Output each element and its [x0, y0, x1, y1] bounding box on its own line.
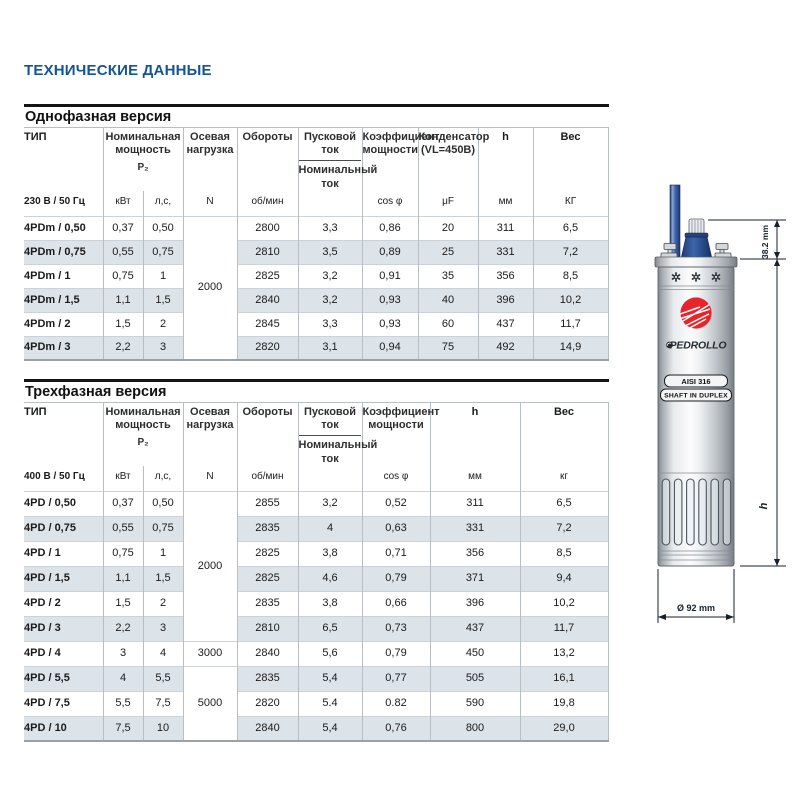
- value-cell: 0,79: [362, 566, 430, 591]
- value-cell: 3,3: [298, 216, 362, 240]
- value-cell: 35: [418, 264, 478, 288]
- value-cell: 1,1: [103, 288, 143, 312]
- value-cell: 3,8: [298, 541, 362, 566]
- type-cell: 4PDm / 1,5: [24, 288, 103, 312]
- column-header: Вес: [520, 403, 608, 466]
- column-header: Осевая нагрузка: [183, 403, 237, 466]
- value-cell: 5.4: [298, 691, 362, 716]
- value-cell: 356: [430, 541, 520, 566]
- section-title-single-phase: Однофазная версия: [24, 104, 609, 127]
- table-row: [24, 288, 608, 312]
- value-cell: 2835: [237, 591, 298, 616]
- value-cell: 0.82: [362, 691, 430, 716]
- value-cell: 4: [298, 516, 362, 541]
- table-row: [24, 264, 608, 288]
- value-cell: 2820: [237, 336, 298, 360]
- value-cell: 3,2: [298, 288, 362, 312]
- value-cell: 2840: [237, 716, 298, 741]
- value-cell: 437: [478, 312, 533, 336]
- column-header: Коэффициент мощности: [362, 403, 430, 466]
- voltage-label: 400 В / 50 Гц: [24, 471, 85, 483]
- unit-label: [298, 191, 362, 217]
- value-cell: 2,2: [103, 616, 143, 641]
- table-row: [24, 641, 608, 666]
- motor-drawing: [616, 183, 800, 641]
- value-cell: 3,2: [298, 264, 362, 288]
- value-cell: 11,7: [533, 312, 608, 336]
- three-phase-spec-table: [24, 402, 609, 742]
- table-row: [24, 216, 608, 240]
- value-cell: 60: [418, 312, 478, 336]
- value-cell: 2: [143, 591, 183, 616]
- type-cell: 4PD / 10: [24, 716, 103, 741]
- value-cell: 2825: [237, 264, 298, 288]
- value-cell: 20: [418, 216, 478, 240]
- value-cell: 5,5: [143, 666, 183, 691]
- value-cell: 0,75: [103, 264, 143, 288]
- unit-label: л,с,: [143, 191, 183, 217]
- value-cell: 0,50: [143, 216, 183, 240]
- column-header: Обороты: [237, 403, 298, 466]
- aisi-badge-text: AISI 316: [681, 376, 711, 386]
- unit-label: мм: [478, 191, 533, 217]
- axial-load-cell: 5000: [183, 666, 237, 741]
- value-cell: 3,2: [298, 491, 362, 516]
- value-cell: 0,73: [362, 616, 430, 641]
- value-cell: 590: [430, 691, 520, 716]
- unit-label: об/мин: [237, 466, 298, 492]
- value-cell: 3,8: [298, 591, 362, 616]
- shaft-cone: [681, 233, 712, 259]
- section-title-three-phase: Трехфазная версия: [24, 379, 609, 402]
- shaft-duplex-badge: [661, 389, 732, 401]
- unit-label: мм: [430, 466, 520, 492]
- value-cell: 800: [430, 716, 520, 741]
- value-cell: 505: [430, 666, 520, 691]
- table-row: [24, 491, 608, 516]
- column-header: Коэффициент мощности: [362, 128, 418, 191]
- brand-text: PEDROLLO: [669, 339, 727, 352]
- unit-label: кг: [520, 466, 608, 492]
- value-cell: 3: [103, 641, 143, 666]
- dim-diameter: [658, 569, 734, 623]
- value-cell: 7,2: [533, 240, 608, 264]
- value-cell: 311: [478, 216, 533, 240]
- table-row: [24, 666, 608, 691]
- three-phase-table: [24, 379, 609, 742]
- value-cell: 311: [430, 491, 520, 516]
- value-cell: 3: [143, 336, 183, 360]
- value-cell: 331: [430, 516, 520, 541]
- value-cell: 2835: [237, 666, 298, 691]
- value-cell: 3,3: [298, 312, 362, 336]
- value-cell: 5,4: [298, 716, 362, 741]
- power-column-header: Номинальная мощность P₂: [103, 403, 183, 466]
- value-cell: 3,1: [298, 336, 362, 360]
- value-cell: 2835: [237, 516, 298, 541]
- value-cell: 25: [418, 240, 478, 264]
- value-cell: 29,0: [520, 716, 608, 741]
- motor-figure: [616, 183, 800, 641]
- value-cell: 1,5: [143, 288, 183, 312]
- value-cell: 1,5: [103, 312, 143, 336]
- value-cell: 0,55: [103, 516, 143, 541]
- unit-label: л,с,: [143, 466, 183, 492]
- type-cell: 4PD / 7,5: [24, 691, 103, 716]
- value-cell: 9,4: [520, 566, 608, 591]
- value-cell: 0,94: [362, 336, 418, 360]
- value-cell: 10: [143, 716, 183, 741]
- unit-label: N: [183, 191, 237, 217]
- value-cell: 0,71: [362, 541, 430, 566]
- unit-label: кВт: [103, 191, 143, 217]
- value-cell: 331: [478, 240, 533, 264]
- value-cell: 4: [103, 666, 143, 691]
- table-row: [24, 716, 608, 741]
- value-cell: 10,2: [520, 591, 608, 616]
- value-cell: 0,50: [143, 491, 183, 516]
- value-cell: 5,4: [298, 666, 362, 691]
- dim-diameter-label: Ø 92 mm: [676, 603, 716, 613]
- column-header: Обороты: [237, 128, 298, 191]
- value-cell: 2810: [237, 616, 298, 641]
- value-cell: 1,5: [103, 591, 143, 616]
- value-cell: 0,93: [362, 288, 418, 312]
- value-cell: 437: [430, 616, 520, 641]
- type-cell: 4PD / 0,75: [24, 516, 103, 541]
- unit-label: КГ: [533, 191, 608, 217]
- value-cell: 0,93: [362, 312, 418, 336]
- value-cell: 19,8: [520, 691, 608, 716]
- value-cell: 0,63: [362, 516, 430, 541]
- value-cell: 2800: [237, 216, 298, 240]
- column-header: Пусковой ток Номинальный ток: [298, 403, 362, 466]
- value-cell: 2820: [237, 691, 298, 716]
- type-cell: 4PDm / 1: [24, 264, 103, 288]
- axial-load-cell: 3000: [183, 641, 237, 666]
- value-cell: 11,7: [520, 616, 608, 641]
- value-cell: 0,75: [143, 516, 183, 541]
- unit-label: [298, 466, 362, 492]
- type-cell: 4PDm / 0,50: [24, 216, 103, 240]
- type-cell: 4PDm / 2: [24, 312, 103, 336]
- dim-h-label: h: [758, 502, 770, 510]
- value-cell: 3: [143, 616, 183, 641]
- table-row: [24, 336, 608, 360]
- value-cell: 4,6: [298, 566, 362, 591]
- brand-wordmark: [666, 340, 726, 352]
- value-cell: 6,5: [533, 216, 608, 240]
- value-cell: 0,55: [103, 240, 143, 264]
- value-cell: 2,2: [103, 336, 143, 360]
- unit-label: кВт: [103, 466, 143, 492]
- value-cell: 40: [418, 288, 478, 312]
- value-cell: 1: [143, 541, 183, 566]
- value-cell: 2845: [237, 312, 298, 336]
- power-column-header: Номинальная мощность P₂: [103, 128, 183, 191]
- value-cell: 1: [143, 264, 183, 288]
- unit-label: μF: [418, 191, 478, 217]
- value-cell: 2825: [237, 566, 298, 591]
- column-header: Осевая нагрузка: [183, 128, 237, 191]
- value-cell: 6,5: [298, 616, 362, 641]
- single-phase-spec-table: [24, 127, 609, 361]
- value-cell: 0,52: [362, 491, 430, 516]
- value-cell: 0,37: [103, 491, 143, 516]
- value-cell: 13,2: [520, 641, 608, 666]
- shaft-duplex-badge-text: SHAFT IN DUPLEX: [664, 392, 728, 400]
- value-cell: 2855: [237, 491, 298, 516]
- table-row: [24, 516, 608, 541]
- type-cell: 4PD / 1: [24, 541, 103, 566]
- column-header: Вес: [533, 128, 608, 191]
- dim-38mm-label: 38.2 mm: [760, 224, 770, 260]
- mounting-bolt-right: [715, 244, 731, 259]
- value-cell: 356: [478, 264, 533, 288]
- unit-label: cos φ: [362, 191, 418, 217]
- value-cell: 492: [478, 336, 533, 360]
- unit-label: об/мин: [237, 191, 298, 217]
- value-cell: 10,2: [533, 288, 608, 312]
- value-cell: 0,66: [362, 591, 430, 616]
- page-title: ТЕХНИЧЕСКИЕ ДАННЫЕ: [24, 62, 212, 79]
- aisi-badge: [665, 375, 728, 387]
- value-cell: 396: [430, 591, 520, 616]
- column-header: h: [478, 128, 533, 191]
- table-row: [24, 312, 608, 336]
- type-cell: 4PD / 4: [24, 641, 103, 666]
- table-row: [24, 616, 608, 641]
- value-cell: 0,75: [143, 240, 183, 264]
- value-cell: 396: [478, 288, 533, 312]
- value-cell: 1,5: [143, 566, 183, 591]
- type-cell: 4PD / 3: [24, 616, 103, 641]
- value-cell: 7,2: [520, 516, 608, 541]
- top-flange: [655, 257, 737, 267]
- column-header: Пусковой ток Номинальный ток: [298, 128, 362, 191]
- value-cell: 0,75: [103, 541, 143, 566]
- column-header: h: [430, 403, 520, 466]
- value-cell: 2: [143, 312, 183, 336]
- value-cell: 2840: [237, 641, 298, 666]
- type-cell: 4PDm / 3: [24, 336, 103, 360]
- type-cell: 4PD / 5,5: [24, 666, 103, 691]
- value-cell: 8,5: [533, 264, 608, 288]
- type-cell: 4PD / 1,5: [24, 566, 103, 591]
- value-cell: 0,76: [362, 716, 430, 741]
- value-cell: 450: [430, 641, 520, 666]
- table-row: [24, 591, 608, 616]
- value-cell: 3,5: [298, 240, 362, 264]
- value-cell: 0,79: [362, 641, 430, 666]
- single-phase-table: [24, 104, 609, 361]
- value-cell: 75: [418, 336, 478, 360]
- value-cell: 5,5: [103, 691, 143, 716]
- type-column-header: ТИП: [24, 403, 103, 466]
- value-cell: 16,1: [520, 666, 608, 691]
- unit-label: cos φ: [362, 466, 430, 492]
- type-cell: 4PD / 0,50: [24, 491, 103, 516]
- column-header: Конденсатор (VL=450B): [418, 128, 478, 191]
- voltage-label: 230 В / 50 Гц: [24, 196, 85, 208]
- axial-load-cell: 2000: [183, 216, 237, 360]
- value-cell: 2825: [237, 541, 298, 566]
- value-cell: 7,5: [103, 716, 143, 741]
- value-cell: 4: [143, 641, 183, 666]
- value-cell: 371: [430, 566, 520, 591]
- type-cell: 4PDm / 0,75: [24, 240, 103, 264]
- table-row: [24, 541, 608, 566]
- value-cell: 7,5: [143, 691, 183, 716]
- value-cell: 6,5: [520, 491, 608, 516]
- value-cell: 2840: [237, 288, 298, 312]
- value-cell: 0,37: [103, 216, 143, 240]
- value-cell: 0,86: [362, 216, 418, 240]
- value-cell: 1,1: [103, 566, 143, 591]
- table-row: [24, 691, 608, 716]
- table-row: [24, 566, 608, 591]
- type-column-header: ТИП: [24, 128, 103, 191]
- value-cell: 2810: [237, 240, 298, 264]
- unit-label: N: [183, 466, 237, 492]
- value-cell: 0,91: [362, 264, 418, 288]
- table-row: [24, 240, 608, 264]
- axial-load-cell: 2000: [183, 491, 237, 641]
- value-cell: 0,77: [362, 666, 430, 691]
- value-cell: 14,9: [533, 336, 608, 360]
- value-cell: 0,89: [362, 240, 418, 264]
- value-cell: 8,5: [520, 541, 608, 566]
- value-cell: 5,6: [298, 641, 362, 666]
- type-cell: 4PD / 2: [24, 591, 103, 616]
